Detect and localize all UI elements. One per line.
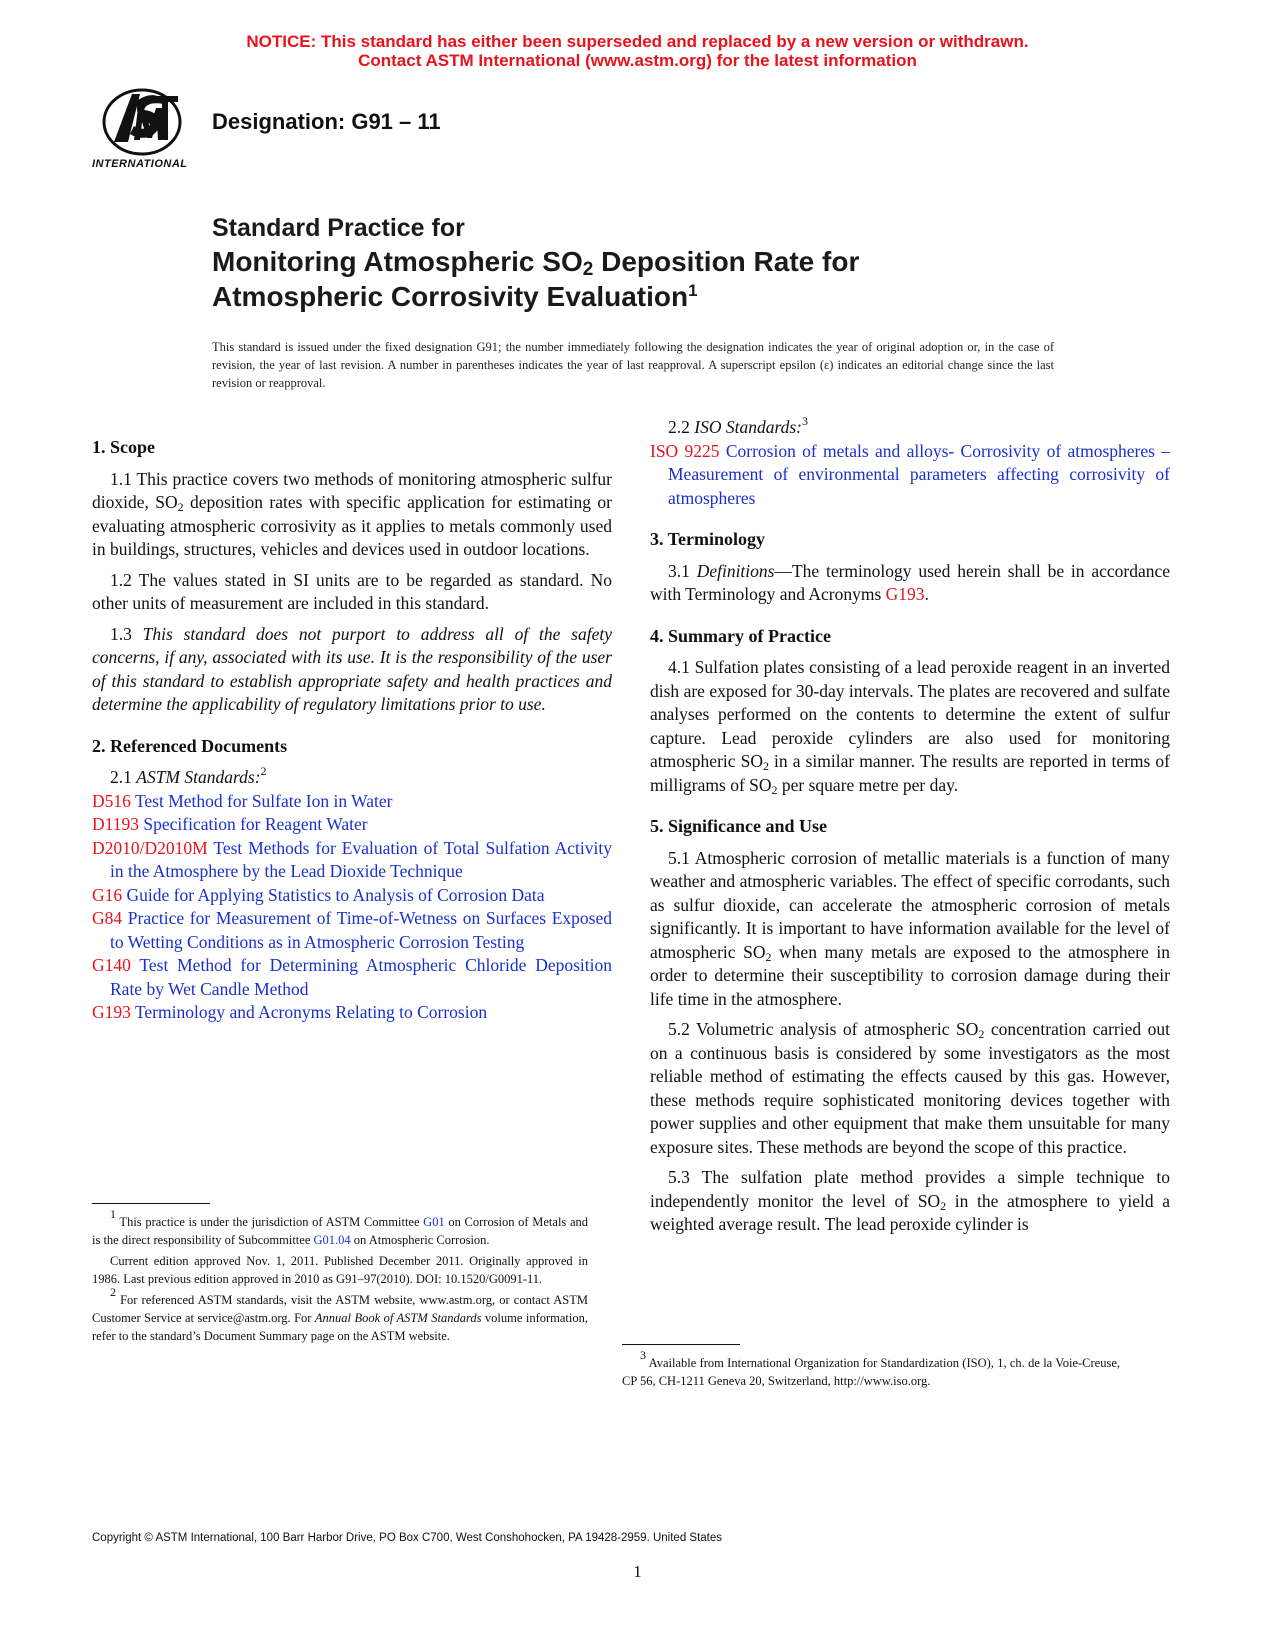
footnotes-left bbox=[92, 1207, 588, 1348]
right-column bbox=[650, 414, 1171, 1255]
section-heading: 5. Significance and Use bbox=[650, 816, 828, 836]
left-column bbox=[92, 436, 612, 1043]
ref-d2010[interactable]: D2010/D2010M Test Methods for Evaluation of Total Sulfation Activity in the Atmosphere by the Lead Dioxide Technique bbox=[92, 837, 612, 881]
footnote-1-edition: Current edition approved Nov. 1, 2011. Published December 2011. Originally approved in 1986. Last previous edition approved in 2010 as G91–97(2010). DOI: 10.1520/G0091-11. bbox=[92, 1254, 588, 1286]
astm-standards-label: 2.1 ASTM Standards:$^2$ bbox=[110, 764, 267, 787]
section-heading: 1. Scope bbox=[92, 437, 155, 457]
paragraph-5-2: 5.2 Volumetric analysis of atmospheric $SO_2$ concentration carried out on a continuous basis is considered by some investigators as the most reliable method of estimating the effects caused by this gas. However, these methods require sophisticated monitoring devices together with power supplies and other equipment that make them unsuitable for many exposure sites. These methods are beyond the scope of this practice. bbox=[650, 1019, 1170, 1157]
paragraph-3-1: 3.1 Definitions—The terminology used herein shall be in accordance with Terminology and Acronyms G193. bbox=[650, 560, 1171, 604]
footnote-2: $^2$ For referenced ASTM standards, visit the ASTM website, www.astm.org, or contact ASTM Customer Service at service@astm.org. For Annual Book of ASTM Standards volume information, refer to the standard’s Document Summary page on the ASTM website. bbox=[92, 1285, 588, 1343]
issue-note: This standard is issued under the fixed designation G91; the number immediately following the designation indicates the year of original adoption or, in the case of revision, the year of last revision. A number in parentheses indicates the year of last reapproval. A superscript epsilon (ε) indicates an editorial change since the last revision or reapproval. bbox=[212, 340, 1054, 390]
link-g193[interactable]: G193 bbox=[885, 584, 925, 604]
section-heading: 2. Referenced Documents bbox=[92, 735, 288, 756]
ref-iso-9225[interactable]: ISO 9225 Corrosion of metals and alloys- Corrosivity of atmospheres – Measurement of environmental parameters affecting corrosivity of atmospheres bbox=[650, 440, 1170, 508]
paragraph-1-3: 1.3 This standard does not purport to address all of the safety concerns, if any, associated with its use. It is the responsibility of the user of this standard to establish appropriate safety and health practices and determine the applicability of regulatory limitations prior to use. bbox=[92, 623, 612, 714]
astm-logo-icon bbox=[92, 80, 200, 176]
paragraph-5-3: 5.3 The sulfation plate method provides a simple technique to independently monitor the level of $SO_2$ in the atmosphere to yield a weighted average result. The lead peroxide cylinder is bbox=[650, 1167, 1170, 1234]
notice-line-2: Contact ASTM International (www.astm.org) for the latest information bbox=[358, 51, 917, 70]
section-iso-standards bbox=[650, 416, 1170, 510]
logo-text: INTERNATIONAL bbox=[92, 158, 188, 170]
section-terminology bbox=[650, 528, 1170, 607]
title-line-2: Monitoring Atmospheric $SO_2$ Deposition Rate for bbox=[212, 246, 860, 280]
section-significance bbox=[650, 815, 1170, 1237]
ref-d1193[interactable]: D1193 Specification for Reagent Water bbox=[92, 814, 368, 834]
title-line-3: Atmospheric Corrosivity Evaluation$^1$ bbox=[212, 281, 698, 312]
footnote-rule-right bbox=[622, 1344, 740, 1345]
ref-g193[interactable]: G193 Terminology and Acronyms Relating to Corrosion bbox=[92, 1002, 488, 1022]
paragraph-1-1: 1.1 This practice covers two methods of monitoring atmospheric sulfur dioxide, $SO_2$ deposition rates with specific application for estimating or evaluating atmospheric corrosivity as it applies to metals commonly used in buildings, structures, vehicles and devices used in outdoor locations. bbox=[92, 468, 612, 559]
footnote-3: $^3$ Available from International Organization for Standardization (ISO), 1, ch. de la Voie-Creuse, CP 56, CH-1211 Geneva 20, Switzerland, http://www.iso.org. bbox=[622, 1348, 1120, 1388]
ref-g84[interactable]: G84 Practice for Measurement of Time-of-Wetness on Surfaces Exposed to Wetting Conditions as in Atmospheric Corrosion Testing bbox=[92, 908, 612, 952]
page-number: 1 bbox=[633, 1562, 642, 1581]
footnote-rule-left bbox=[92, 1203, 210, 1204]
section-referenced-documents bbox=[92, 735, 612, 1025]
section-scope bbox=[92, 436, 612, 717]
designation: Designation: G91 – 11 bbox=[212, 109, 441, 134]
paragraph-5-1: 5.1 Atmospheric corrosion of metallic materials is a function of many weather and atmospheric variables. The effect of specific corrodants, such as sulfur dioxide, can accelerate the atmospheric corrosion of metals significantly. It is important to have information available for the level of atmospheric $SO_2$ when many metals are exposed to the atmosphere in order to determine their susceptibility to corrosion damage during their life time in the atmosphere. bbox=[650, 847, 1170, 1009]
superseded-notice bbox=[0, 32, 1275, 70]
iso-standards-label: 2.2 ISO Standards:$^3$ bbox=[668, 414, 809, 437]
section-heading: 4. Summary of Practice bbox=[650, 625, 831, 646]
footnotes-right bbox=[622, 1348, 1120, 1393]
ref-g140[interactable]: G140 Test Method for Determining Atmospheric Chloride Deposition Rate by Wet Candle Method bbox=[92, 955, 612, 999]
section-summary bbox=[650, 625, 1170, 798]
paragraph-4-1: 4.1 Sulfation plates consisting of a lead peroxide reagent in an inverted dish are exposed for 30-day intervals. The plates are recovered and sulfate analyses performed on the contents to determine the extent of sulfur capture. Lead peroxide cylinders are also used for monitoring atmospheric $SO_2$ in a similar manner. The results are reported in terms of milligrams of $SO_2$ per square metre per day. bbox=[650, 657, 1170, 797]
paragraph-1-2: 1.2 The values stated in SI units are to be regarded as standard. No other units of measurement are included in this standard. bbox=[92, 569, 612, 613]
section-heading: 3. Terminology bbox=[650, 529, 766, 549]
copyright: Copyright © ASTM International, 100 Barr Harbor Drive, PO Box C700, West Conshohocken, PA 19428-2959. United States bbox=[92, 1532, 723, 1544]
notice-line-1: NOTICE: This standard has either been superseded and replaced by a new version or withdrawn. bbox=[246, 32, 1029, 51]
document-title bbox=[212, 212, 859, 314]
title-line-1: Standard Practice for bbox=[212, 214, 465, 242]
ref-d516[interactable]: D516 Test Method for Sulfate Ion in Water bbox=[92, 790, 393, 811]
ref-g16[interactable]: G16 Guide for Applying Statistics to Analysis of Corrosion Data bbox=[92, 884, 545, 905]
footnote-1: $^1$ This practice is under the jurisdiction of ASTM Committee G01 on Corrosion of Metals and is the direct responsibility of Subcommittee G01.04 on Atmospheric Corrosion. bbox=[92, 1207, 588, 1247]
